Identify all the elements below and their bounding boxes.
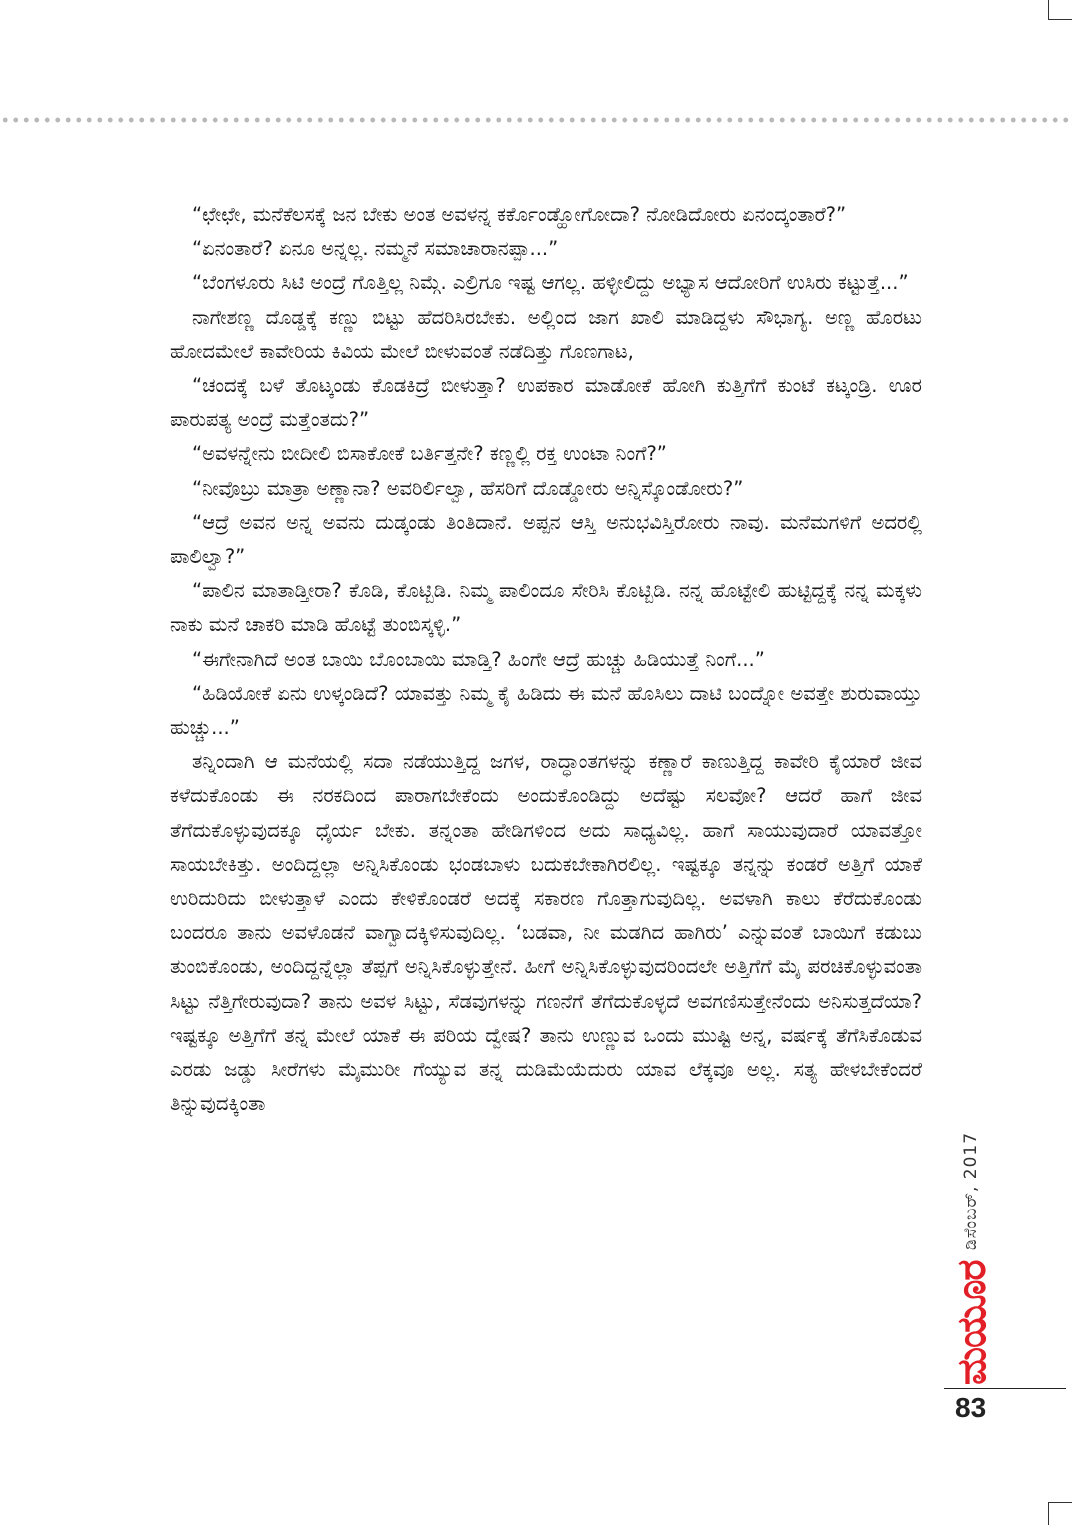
paragraph: “ಅವಳನ್ನೇನು ಬೀದೀಲಿ ಬಿಸಾಕೋಕೆ ಬರ್ತಿತ್ತನೇ? ಕಣ್ಣಲ್ಲಿ ರಕ್ತ ಉಂಟಾ ನಿಂಗೆ?” — [192, 442, 667, 466]
crop-mark-bottom — [1048, 1502, 1072, 1525]
paragraph: “ನೀವೊಬ್ರು ಮಾತ್ರಾ ಅಣ್ಣಾನಾ? ಅವರಿರ್ಲಿಲ್ವಾ, ಹೆಸರಿಗೆ ದೊಡ್ಡೋರು ಅನ್ನಿಸ್ಕೊಂಡೋರು?” — [192, 476, 744, 500]
paragraph: “ಹಿಡಿಯೋಕೆ ಏನು ಉಳ್ಕಂಡಿದೆ? ಯಾವತ್ತು ನಿಮ್ಮ ಕೈ ಹಿಡಿದು ಈ ಮನೆ ಹೊಸಿಲು ದಾಟಿ ಬಂದ್ನೋ ಅವತ್ತೇ ಶುರುವಾಯ್ತು ಹುಚ್ಚು...” — [170, 681, 922, 740]
paragraph: “ಪಾಲಿನ ಮಾತಾಡ್ತೀರಾ? ಕೊಡಿ, ಕೊಟ್ಬಿಡಿ. ನಿಮ್ಮ ಪಾಲಿಂದೂ ಸೇರಿಸಿ ಕೊಟ್ಬಿಡಿ. ನನ್ನ ಹೊಟ್ಟೇಲಿ ಹುಟ್ಟಿದ್ದಕ್ಕೆ ನನ್ನ ಮಕ್ಕಳು ನಾಕು ಮನೆ ಚಾಕರಿ ಮಾಡಿ ಹೊಟ್ಟೆ ತುಂಬಿಸ್ಕಳ್ಳಿ.” — [170, 579, 922, 637]
paragraph: ನಾಗೇಶಣ್ಣ ದೊಡ್ಡಕ್ಕೆ ಕಣ್ಣು ಬಿಟ್ಟು ಹೆದರಿಸಿರಬೇಕು. ಅಲ್ಲಿಂದ ಜಾಗ ಖಾಲಿ ಮಾಡಿದ್ದಳು ಸೌಭಾಗ್ಯ. ಅಣ್ಣ ಹೊರಟು ಹೋದಮೇಲೆ ಕಾವೇರಿಯ ಕಿವಿಯ ಮೇಲೆ ಬೀಳುವಂತೆ ನಡೆದಿತ್ತು ಗೊಣಗಾಟ, — [170, 305, 922, 363]
paragraph: “ಚಂದಕ್ಕೆ ಬಳೆ ತೊಟ್ಕಂಡು ಕೊಡಕಿದ್ರೆ ಬೀಳುತ್ತಾ? ಉಪಕಾರ ಮಾಡೋಕೆ ಹೋಗಿ ಕುತ್ತಿಗೆಗೆ ಕುಂಟೆ ಕಟ್ಕಂಡ್ರಿ. ಊರ ಪಾರುಪತ್ಯ ಅಂದ್ರೆ ಮತ್ತೆಂತದು?” — [170, 374, 922, 432]
dotted-header-rule — [0, 117, 1072, 123]
paragraph: “ಛೇಛೇ, ಮನೆಕೆಲಸಕ್ಕೆ ಜನ ಬೇಕು ಅಂತ ಅವಳನ್ನ ಕರ್ಕೊಂಡ್ಹೋಗೋದಾ? ನೋಡಿದೋರು ಏನಂದ್ಕಂತಾರೆ?” — [192, 203, 847, 226]
paragraph: “ಆದ್ರೆ ಅವನ ಅನ್ನ ಅವನು ದುಡ್ಕಂಡು ತಿಂತಿದಾನೆ. ಅಪ್ಪನ ಆಸ್ತಿ ಅನುಭವಿಸ್ತಿರೋರು ನಾವು. ಮನೆಮಗಳಿಗೆ ಅದರಲ್ಲಿ ಪಾಲಿಲ್ವಾ?” — [170, 510, 922, 569]
page-number: 83 — [955, 1392, 987, 1423]
crop-mark-top — [1048, 0, 1072, 20]
paragraph: “ಈಗೇನಾಗಿದೆ ಅಂತ ಬಾಯಿ ಬೊಂಬಾಯಿ ಮಾಡ್ತಿ? ಹಿಂಗೇ ಆದ್ರೆ ಹುಚ್ಚು ಹಿಡಿಯುತ್ತೆ ನಿಂಗೆ...” — [192, 647, 765, 671]
page-number-rule — [944, 1388, 1066, 1389]
paragraph: “ಬೆಂಗಳೂರು ಸಿಟಿ ಅಂದ್ರೆ ಗೊತ್ತಿಲ್ಲ ನಿಮ್ಗೆ. ಎಲ್ರಿಗೂ ಇಷ್ಟ ಆಗಲ್ಲ. ಹಳ್ಳೀಲಿದ್ದು ಅಭ್ಯಾಸ ಆದೋರಿಗೆ ಉಸಿರು ಕಟ್ಟುತ್ತೆ...” — [192, 271, 909, 295]
paragraph: ತನ್ನಿಂದಾಗಿ ಆ ಮನೆಯಲ್ಲಿ ಸದಾ ನಡೆಯುತ್ತಿದ್ದ ಜಗಳ, ರಾದ್ಧಾಂತಗಳನ್ನು ಕಣ್ಣಾರೆ ಕಾಣುತ್ತಿದ್ದ ಕಾವೇರಿ ಕೈಯಾರೆ ಜೀವ ಕಳೆದುಕೊಂಡು ಈ ನರಕದಿಂದ ಪಾರಾಗಬೇಕೆಂದು ಅಂದುಕೊಂಡಿದ್ದು ಅದೆಷ್ಟು ಸಲವೋ? ಆದರೆ ಹಾಗೆ ಜೀವ ತೆಗೆದುಕೊಳ್ಳುವುದಕ್ಕೂ ಧೈರ್ಯ ಬೇಕು. ತನ್ನಂತಾ ಹೇಡಿಗಳಿಂದ ಅದು ಸಾಧ್ಯವಿಲ್ಲ. ಹಾಗೆ ಸಾಯುವುದಾರೆ ಯಾವತ್ತೋ ಸಾಯಬೇಕಿತ್ತು. ಅಂದಿದ್ದಲ್ಲಾ ಅನ್ನಿಸಿಕೊಂಡು ಭಂಡಬಾಳು ಬದುಕಬೇಕಾಗಿರಲಿಲ್ಲ. ಇಷ್ಟಕ್ಕೂ ತನ್ನನ್ನು ಕಂಡರೆ ಅತ್ತಿಗೆ ಯಾಕೆ ಉರಿದುರಿದು ಬೀಳುತ್ತಾಳೆ ಎಂದು ಕೇಳಿಕೊಂಡರೆ ಅದಕ್ಕೆ ಸಕಾರಣ ಗೊತ್ತಾಗುವುದಿಲ್ಲ. ಅವಳಾಗಿ ಕಾಲು ಕೆರೆದುಕೊಂಡು ಬಂದರೂ ತಾನು ಅವಳೊಡನೆ ವಾಗ್ವಾದಕ್ಕಿಳಿಸುವುದಿಲ್ಲ. ‘ಬಡವಾ, ನೀ ಮಡಗಿದ ಹಾಗಿರು’ ಎನ್ನುವಂತೆ ಬಾಯಿಗೆ ಕಡುಬು ತುಂಬಿಕೊಂಡು, ಅಂದಿದ್ದನ್ನೆಲ್ಲಾ ತೆಪ್ಪಗೆ ಅನ್ನಿಸಿಕೊಳ್ಳುತ್ತೇನೆ. ಹೀಗೆ ಅನ್ನಿಸಿಕೊಳ್ಳುವುದರಿಂದಲೇ ಅತ್ತಿಗೆಗೆ ಮೈ ಪರಚಿಕೊಳ್ಳುವಂತಾ ಸಿಟ್ಟು ನೆತ್ತಿಗೇರುವುದಾ? ತಾನು ಅವಳ ಸಿಟ್ಟು, ಸೆಡವುಗಳನ್ನು ಗಣನೆಗೆ ತೆಗೆದುಕೊಳ್ಳದೆ ಅವಗಣಿಸುತ್ತೇನೆಂದು ಅನಿಸುತ್ತದೆಯಾ? ಇಷ್ಟಕ್ಕೂ ಅತ್ತಿಗೆಗೆ ತನ್ನ ಮೇಲೆ ಯಾಕೆ ಈ ಪರಿಯ ದ್ವೇಷ? ತಾನು ಉಣ್ಣುವ ಒಂದು ಮುಷ್ಟಿ ಅನ್ನ, ವರ್ಷಕ್ಕೆ ತೆಗೆಸಿಕೊಡುವ ಎರಡು ಜಡ್ಡು ಸೀರೆಗಳು ಮೈಮುರೀ ಗೆಯ್ಯುವ ತನ್ನ ದುಡಿಮೆಯೆದುರು ಯಾವ ಲೆಕ್ಕವೂ ಅಲ್ಲ. ಸತ್ಯ ಹೇಳಬೇಕೆಂದರೆ ತಿನ್ನುವುದಕ್ಕಿಂತಾ — [170, 750, 922, 1116]
magazine-logo: ಮಯೂರ — [949, 1260, 995, 1385]
issue-date: ಡಿಸೆಂಬರ್, 2017 — [961, 1131, 981, 1250]
paragraph: “ಏನಂತಾರೆ? ಏನೂ ಅನ್ನಲ್ಲ. ನಮ್ಮನೆ ಸಮಾಚಾರಾನಪ್ಪಾ...” — [192, 237, 559, 261]
article-body — [170, 198, 922, 1121]
